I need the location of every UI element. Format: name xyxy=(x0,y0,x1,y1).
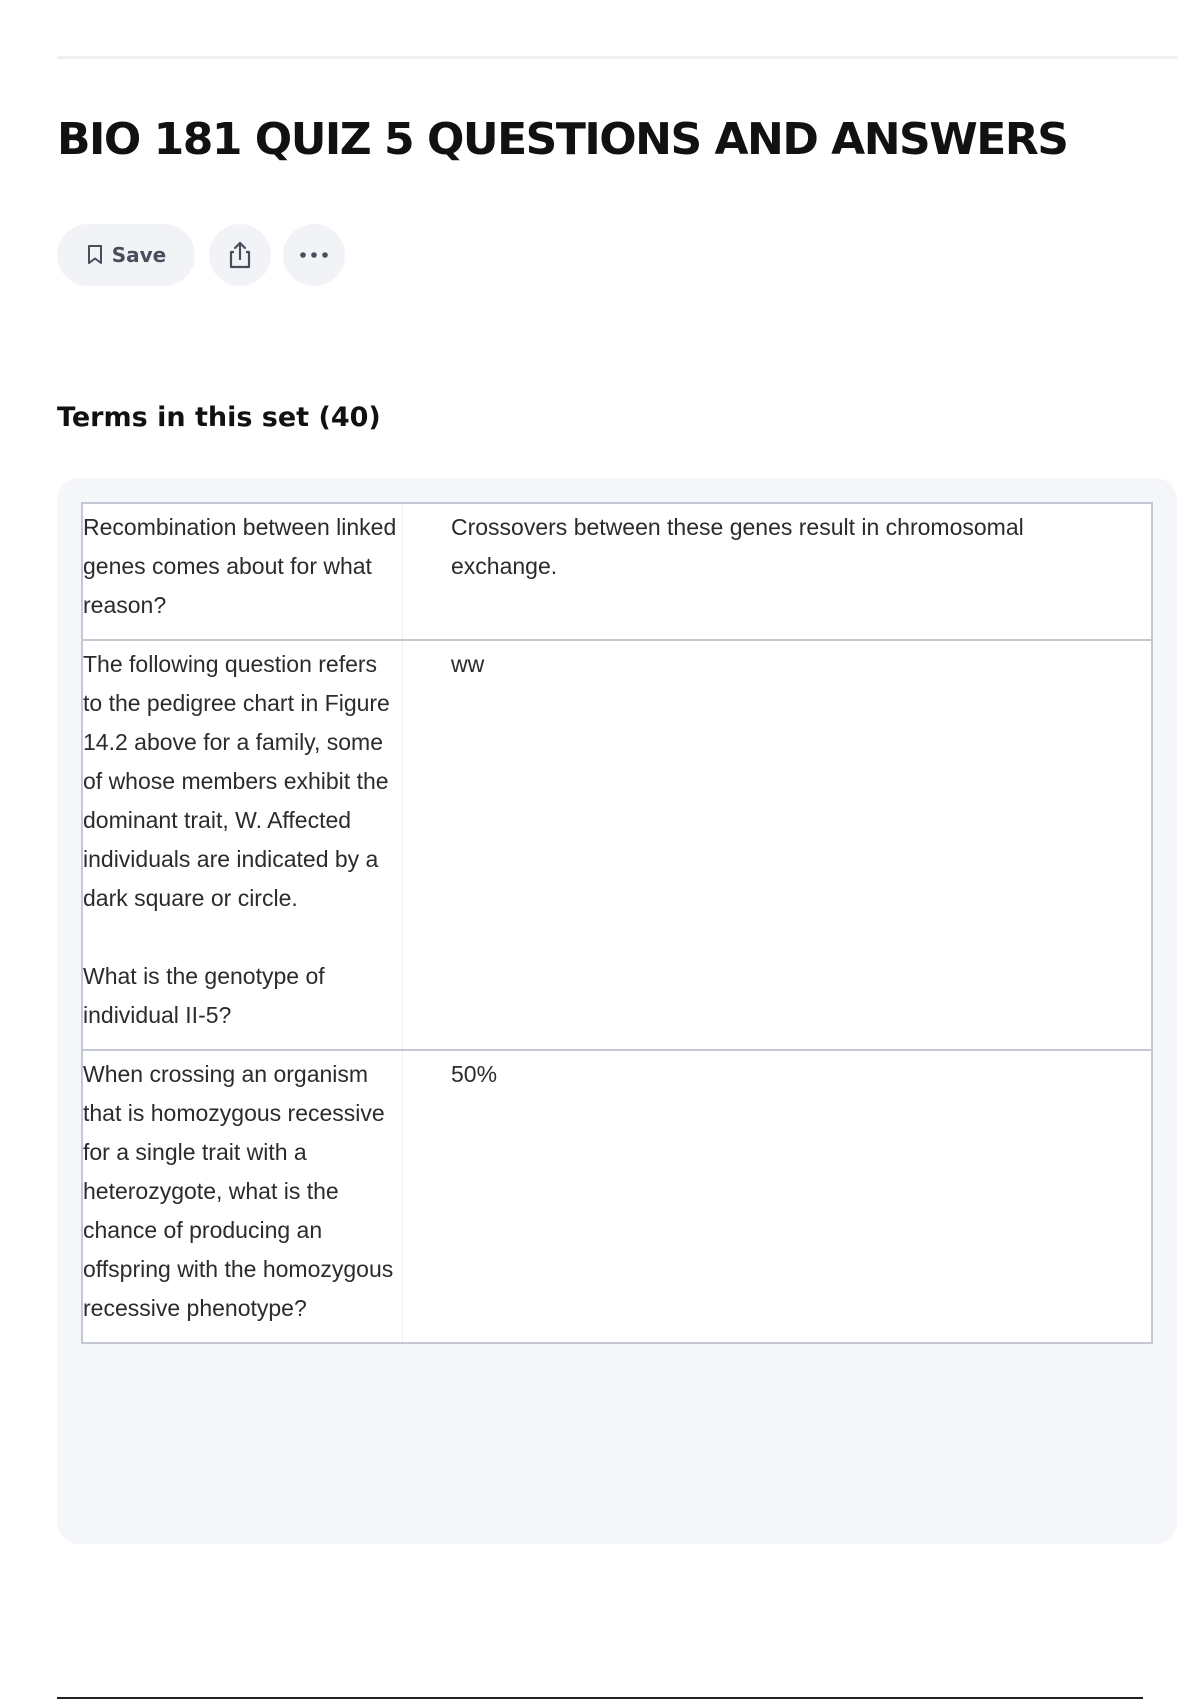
top-divider xyxy=(57,56,1177,59)
share-icon xyxy=(226,240,254,270)
term-row[interactable] xyxy=(83,504,1151,641)
term-row[interactable] xyxy=(83,1051,1151,1342)
terms-table xyxy=(81,502,1153,1344)
bookmark-icon xyxy=(86,244,104,266)
term-text: The following question refers to the pedigree chart in Figure 14.2 above for a family, some of whose members exhibit the dominant trait, W. Affected individuals are indicated by a dark square or circle. What is the genotype of individual II-5? xyxy=(83,641,403,1049)
definition-text: 50% xyxy=(451,1061,498,1087)
save-label: Save xyxy=(111,243,167,267)
action-bar xyxy=(57,224,357,286)
more-horizontal-icon xyxy=(299,251,329,259)
terms-panel xyxy=(57,478,1177,1544)
page-title: BIO 181 QUIZ 5 QUESTIONS AND ANSWERS xyxy=(57,114,1068,165)
share-button[interactable] xyxy=(209,224,271,286)
term-text: When crossing an organism that is homozygous recessive for a single trait with a heterozygote, what is the chance of producing an offspring with the homozygous recessive phenotype? xyxy=(83,1051,403,1342)
definition-text: ww xyxy=(451,651,485,677)
terms-heading: Terms in this set (40) xyxy=(57,402,381,433)
term-row[interactable] xyxy=(83,641,1151,1051)
more-options-button[interactable] xyxy=(283,224,345,286)
term-text: Recombination between linked genes comes about for what reason? xyxy=(83,504,403,639)
definition-text: Crossovers between these genes result in chromosomal exchange. xyxy=(451,514,1031,579)
bottom-divider xyxy=(57,1697,1143,1699)
save-button[interactable] xyxy=(57,224,195,286)
